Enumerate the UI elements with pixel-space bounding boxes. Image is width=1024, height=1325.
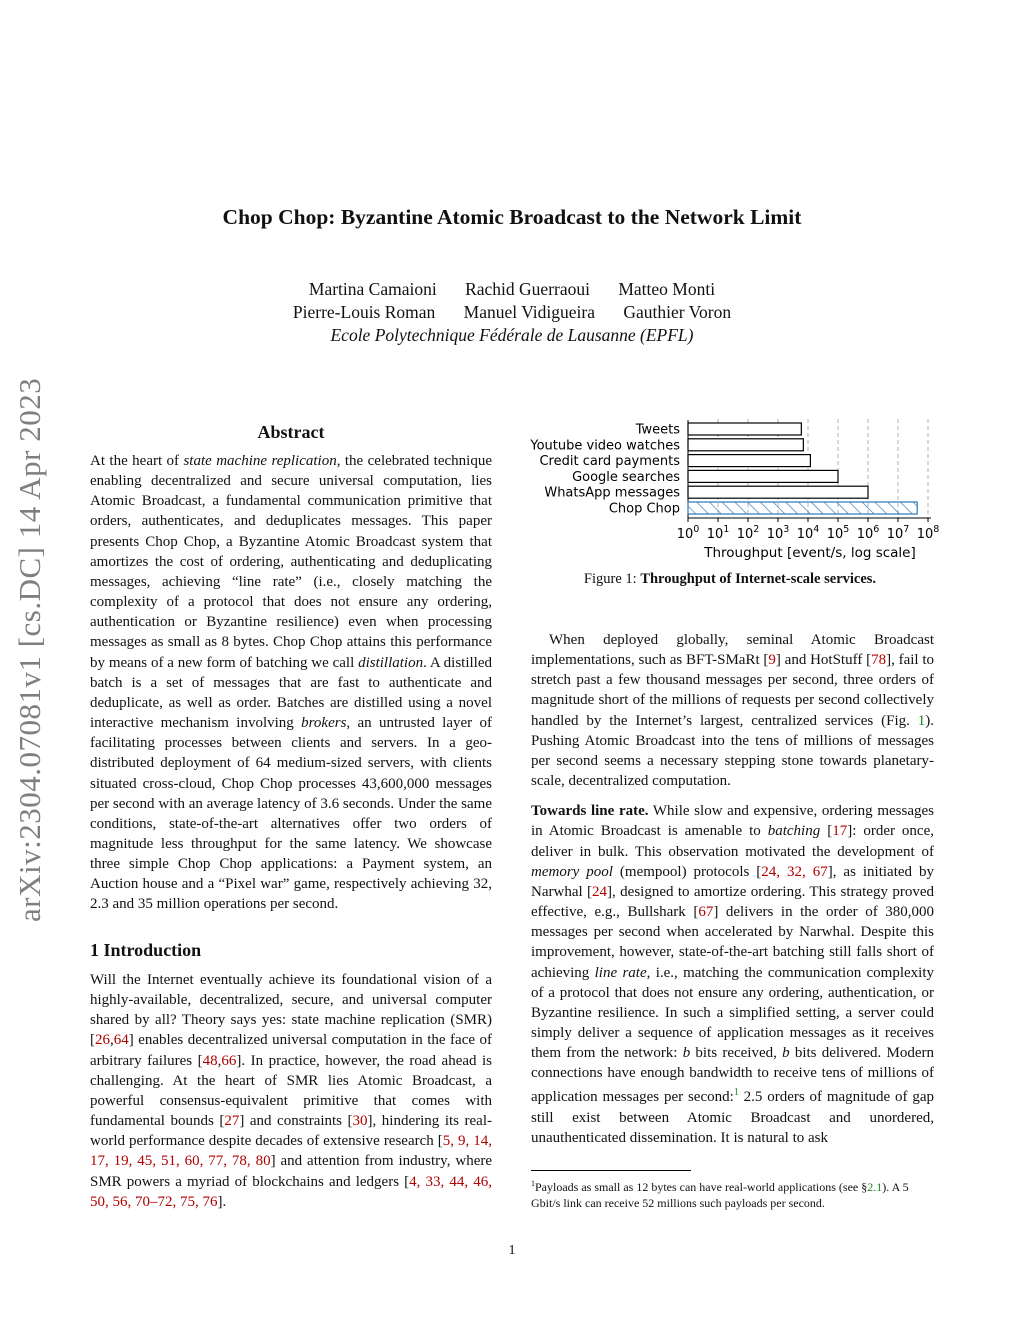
chart-x-tick-label: $10^6$ — [856, 524, 880, 542]
throughput-chart — [520, 415, 940, 565]
page-number: 1 — [508, 1243, 516, 1258]
authors-row-2 — [0, 300, 1024, 324]
chart-bar — [688, 423, 801, 435]
chart-category-label: Youtube video watches — [530, 438, 680, 454]
chart-category-label: Credit card payments — [539, 454, 680, 470]
chart-x-tick-label: $10^8$ — [916, 524, 940, 542]
chart-x-axis-label: Throughput [event/s, log scale] — [704, 545, 916, 561]
chart-x-tick-label: $10^0$ — [676, 524, 700, 542]
chart-category-label: Google searches — [572, 469, 680, 485]
chart-x-tick-label: $10^2$ — [736, 524, 760, 542]
abstract-body: At the heart of state machine replication, the celebrated technique enabling decentralized and secure universal computation, lies Atomic Broadcast, a fundamental communication primitive that orders, authenticates, and deduplicates messages. This paper presents Chop Chop, a Byzantine Atomic Broadcast system that amortizes the cost of ordering, authenticating and deduplicating messages, achieving “line rate” (i.e., closely matching the complexity of a protocol that does not ensure any ordering, authentication or Byzantine resilience) even when processing messages as small as 8 bytes. Chop Chop attains this performance by means of a new form of batching we call distillation. A distilled batch is a set of messages that are fast to authenticate and deduplicate, as well as order. Batches are distilled using a novel interactive mechanism involving brokers, an untrusted layer of facilitating processes between clients and servers. In a geo-distributed deployment of 64 medium-sized servers, with clients situated cross-cloud, Chop Chop processes 43,600,000 messages per second with an average latency of 3.6 seconds. Under the same conditions, state-of-the-art alternatives offer two orders of magnitude less throughput for the same latency. We showcase three simple Chop Chop applications: a Payment system, an Auction house and a “Pixel war” game, respectively achieving 32, 2.3 and 35 million operations per second. — [90, 453, 492, 913]
author-name: Rachid Guerraoui — [465, 279, 590, 299]
figure-caption: Figure 1: Throughput of Internet-scale services. — [583, 571, 877, 587]
footnote-rule — [531, 1170, 691, 1171]
chart-category-label: WhatsApp messages — [544, 485, 680, 501]
author-name: Martina Camaioni — [308, 279, 437, 299]
right-column-body: When deployed globally, seminal Atomic Broadcast implementations, such as BFT-SMaRt [9] and HotStuff [78], fail to stretch past a few thousand messages per second, three orders of magnitude short of the millions of requests per second collectively handled by the Internet’s largest, centralized services (Fig. 1). Pushing Atomic Broadcast into the tens of millions of messages per second seems a necessary stepping stone towards planetary-scale, decentralized computation. Towards line rate. While slow and expensive, ordering messages in Atomic Broadcast is amenable to batching [17]: order once, deliver in bulk. This observation motivated the development of memory pool (mempool) protocols [24, 32, 67], as initiated by Narwhal [24], designed to amortize ordering. This strategy proved effective, e.g., Bullshark [67] delivers in the order of 380,000 messages per second when accelerated by Narwhal. Despite this improvement, however, state-of-the-art batching still falls short of achieving line rate, i.e., matching the communication complexity of a protocol that does not ensure any ordering, authentication, or Byzantine resilience. In such a simplified setting, a server could simply deliver a sequence of application messages as it receives them from the network: b bits received, b bits delivered. Modern connections have enough bandwidth to receive tens of millions of application messages per second:$^1$ 2.5 orders of magnitude of gap still exist between Atomic Broadcast and unordered, unauthenticated dissemination. It is natural to ask — [531, 632, 935, 1146]
section-ref-link[interactable]: 2.1 — [867, 1180, 883, 1194]
footnote-marker[interactable]: 1 — [733, 1087, 739, 1099]
chart-bar — [688, 470, 838, 482]
citation-link[interactable]: 64 — [113, 1032, 129, 1049]
paper-title: Chop Chop: Byzantine Atomic Broadcast to the Network Limit — [222, 205, 802, 229]
arxiv-stamp: arXiv:2304.07081v1 [cs.DC] 14 Apr 2023 — [12, 377, 47, 923]
citation-link[interactable]: 48 — [202, 1052, 218, 1069]
citation-link[interactable]: 26 — [95, 1032, 110, 1049]
authors-row-1 — [0, 277, 1024, 301]
paragraph-heading: Towards line rate. — [531, 803, 649, 820]
citation-link-group[interactable]: 4, 33, 44, 46, 50, 56, 70–72, 75, 76 — [90, 1173, 493, 1210]
affiliation: Ecole Polytechnique Fédérale de Lausanne (EPFL) — [330, 325, 694, 345]
figure-ref-link[interactable]: 1 — [917, 712, 926, 729]
author-name: Pierre-Louis Roman — [292, 302, 436, 322]
author-name: Matteo Monti — [618, 279, 716, 299]
citation-link[interactable]: 66 — [221, 1052, 237, 1069]
chart-bar — [688, 439, 803, 451]
citation-link[interactable]: 24 — [592, 883, 608, 900]
chart-category-label: Chop Chop — [608, 501, 680, 517]
intro-paragraph: Will the Internet eventually achieve its foundational vision of a highly-available, decentralized, secure, and universal computer shared by all? Theory says yes: state machine replication (SMR) [26,64] enables decentralized universal computation in the face of arbitrary failures [48,66]. In practice, however, the road ahead is challenging. At the heart of SMR lies Atomic Broadcast, a powerful consensus-equivalent primitive that comes with fundamental bounds [27] and constraints [30], hindering its real-world performance despite decades of extensive research [5, 9, 14, 17, 19, 45, 51, 60, 77, 78, 80] and attention from industry, where SMR powers a myriad of blockchains and ledgers [4, 33, 44, 46, 50, 56, 70–72, 75, 76]. — [90, 972, 493, 1210]
chart-x-tick-label: $10^3$ — [766, 524, 790, 542]
footnote: $^1$Payloads as small as 12 bytes can have real-world applications (see §2.1). A 5 Gbit/s link can receive 52 millions such payloads per second. — [531, 1179, 909, 1210]
citation-link-group[interactable]: 24, 32, 67 — [761, 863, 828, 880]
author-name: Manuel Vidigueira — [463, 302, 595, 322]
citation-link[interactable]: 9 — [768, 652, 776, 669]
author-name: Gauthier Voron — [623, 302, 732, 322]
chart-x-tick-label: $10^1$ — [706, 524, 730, 542]
citation-link[interactable]: 27 — [224, 1113, 240, 1130]
citation-link[interactable]: 78 — [871, 652, 887, 669]
chart-x-tick-label: $10^7$ — [886, 524, 910, 542]
citation-link[interactable]: 30 — [352, 1113, 368, 1130]
chart-bar — [688, 486, 868, 498]
chart-category-label: Tweets — [635, 422, 680, 438]
chart-x-tick-label: $10^4$ — [796, 524, 820, 542]
citation-link-group[interactable]: 5, 9, 14, 17, 19, 45, 51, 60, 77, 78, 80 — [90, 1133, 492, 1170]
chart-bar — [688, 455, 810, 467]
section-heading-introduction: 1 Introduction — [90, 940, 202, 960]
abstract-heading: Abstract — [257, 422, 325, 442]
citation-link[interactable]: 67 — [698, 904, 714, 921]
chart-bar — [688, 502, 917, 514]
citation-link[interactable]: 17 — [832, 823, 848, 840]
chart-x-tick-label: $10^5$ — [826, 524, 850, 542]
